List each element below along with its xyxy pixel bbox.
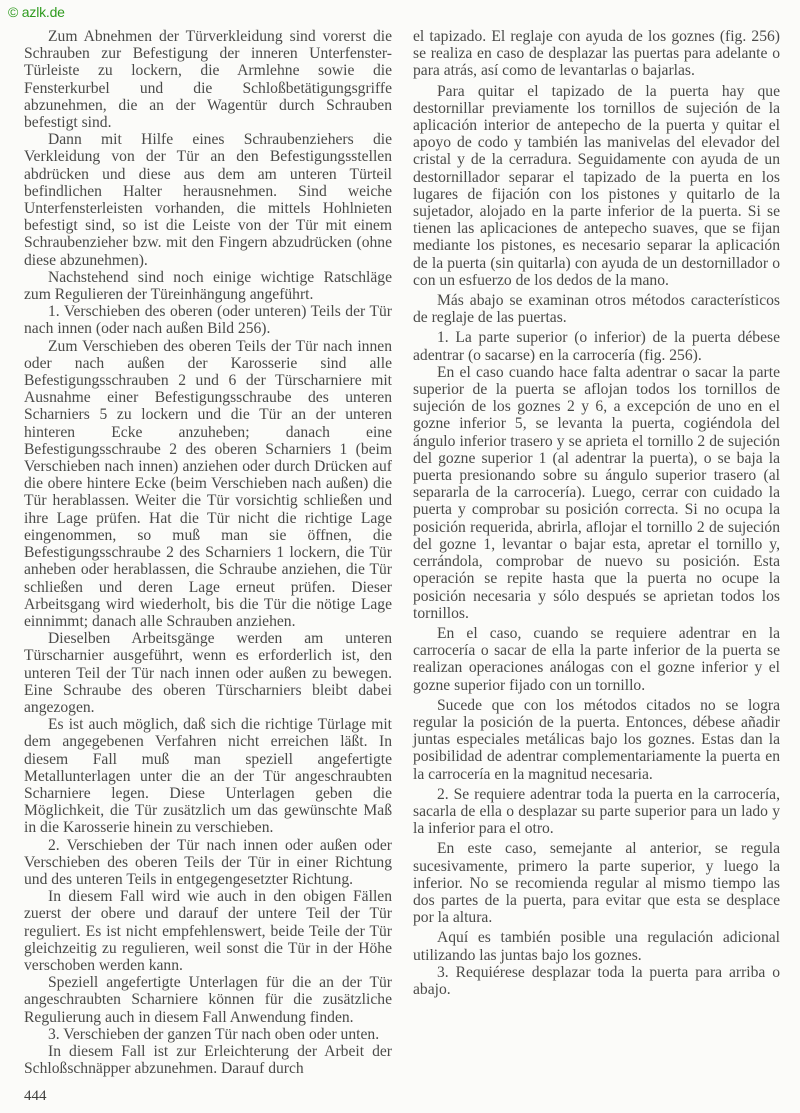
section-heading-2: 2. Verschieben der Tür nach innen oder außen oder Verschieben des oberen Teils der Tür in einer Richtung und des unteren Teils in entgegengesetzter Richtung. — [24, 836, 392, 888]
watermark-logo: © azlk.de — [8, 4, 65, 20]
paragraph: Dieselben Arbeitsgänge werden am unteren Türscharnier ausgeführt, wenn es erforderlich ist, den unteren Teil der Tür nach innen oder außen zu bewegen. Eine Schraube des oberen Türscharniers bleibt dabei angezogen. — [24, 630, 392, 716]
paragraph: Speziell angefertigte Unterlagen für die an der Tür angeschraubten Scharniere können für die zusätzliche Regulierung auch in diesem Fall Anwendung finden. — [24, 974, 392, 1026]
section-heading-1: 1. Verschieben des oberen (oder unteren) Teils der Tür nach innen (oder nach außen Bild 256). — [24, 303, 392, 338]
paragraph: Es ist auch möglich, daß sich die richtige Türlage mit dem angegebenen Verfahren nicht erreichen läßt. In diesem Fall muß man speziell angefertigte Metallunterlagen unter die an der Tür angeschraubten Scharniere legen. Diese Unterlagen geben die Möglichkeit, die Tür zusätzlich um das gewünschte Maß in die Karosserie hinein zu verschieben. — [24, 716, 392, 837]
paragraph: Sucede que con los métodos citados no se logra regular la posición de la puerta. Entonces, débese añadir juntas especiales metálicas bajo los goznes. Estas dan la posibilidad de adentrar complementariamente la puerta en la carrocería en la magnitud necesaria. — [413, 696, 780, 783]
two-column-body — [0, 28, 800, 1077]
paragraph-continued: el tapizado. El reglaje con ayuda de los goznes (fig. 256) se realiza en caso de desplazar las puertas para adelante o para atrás, así como de levantarlas o bajarlas. — [413, 28, 780, 80]
left-column-german-text — [24, 28, 392, 1077]
section-heading-3: 3. Verschieben der ganzen Tür nach oben oder unten. — [48, 1025, 380, 1043]
right-column-spanish-text — [413, 28, 780, 998]
paragraph: In diesem Fall wird wie auch in den obigen Fällen zuerst der obere und darauf der untere Teil der Tür reguliert. Es ist nicht empfehlenswert, beide Teile der Tür gleichzeitig zu regulieren, weil sonst die Tür in der Höhe verschoben werden kann. — [24, 888, 392, 974]
paragraph: Más abajo se examinan otros métodos característicos de reglaje de las puertas. — [413, 292, 780, 327]
section-heading-2: 2. Se requiere adentrar toda la puerta en la carrocería, sacarla de ella o desplazar su parte superior para un lado y la inferior para el otro. — [413, 785, 780, 838]
section-heading-1: 1. La parte superior (o inferior) de la puerta débese adentrar (o sacarse) en la carrocería (fig. 256). — [413, 329, 780, 364]
paragraph: En el caso cuando hace falta adentrar o sacar la parte superior de la puerta se aflojan todos los tornillos de sujeción de los goznes 2 y 6, a excepción de uno en el gozne inferior 5, se levanta la puerta, cogiéndola del ángulo inferior trasero y se aprieta el tornillo 2 de sujeción del gozne superior 1 (al adentrar la puerta), o se baja la puerta presionando sobre su ángulo superior trasero (al separarla de la carrocería). Luego, cerrar con cuidado la puerta y comprobar su posición correcta. Si no ocupa la posición requerida, abrirla, aflojar el tornillo 2 de sujeción del gozne 1, levantar o bajar esta, apretar el tornillo y, cerrándola, comprobar de nuevo su posición. Esta operación se repite hasta que la puerta no ocupe la posición necesaria y sólo después se aprietan todos los tornillos. — [413, 363, 780, 622]
paragraph: Para quitar el tapizado de la puerta hay que destornillar previamente los tornillos de sujeción de la aplicación interior de antepecho de la puerta y quitar el apoyo de codo y también las manivelas del elevador del cristal y de la cerradura. Seguidamente con ayuda de un destornillador separar el tapizado de la puerta en los lugares de fijación con los pistones y quitarlo de la sujetador, alojado en la parte inferior de la puerta. Si se tienen las aplicaciones de antepecho suaves, que se fijan mediante los pistones, es necesario separar la aplicación de la puerta (sin quitarla) con ayuda de un destornillador o con un esfuerzo de los dedos de la mano. — [413, 82, 780, 289]
paragraph: Zum Abnehmen der Türverkleidung sind vorerst die Schrauben zur Befestigung der inneren Unterfenster-Türleiste zu lockern, die Armlehne sowie die Fensterkurbel und die Schloßbetätigungsgriffe abzunehmen, die an der Wagentür durch Schrauben befestigt sind. — [24, 28, 392, 132]
paragraph: Nachstehend sind noch einige wichtige Ratschläge zum Regulieren der Türeinhängung angeführt. — [24, 268, 392, 304]
paragraph: In diesem Fall ist zur Erleichterung der Arbeit der Schloßschnäpper abzunehmen. Darauf durch — [24, 1042, 392, 1078]
paragraph: En este caso, semejante al anterior, se regula sucesivamente, primero la parte superior, y luego la inferior. No se recomienda regular al mismo tiempo las dos partes de la puerta, para evitar que esta se desplace por la altura. — [413, 840, 780, 927]
paragraph: Zum Verschieben des oberen Teils der Tür nach innen oder nach außen der Karosserie sind alle Befestigungsschrauben 2 und 6 der Türscharniere mit Ausnahme einer Befestigungsschraube des unteren Scharniers 5 zu lockern und die Tür an der unteren hinteren Ecke anzuheben; danach eine Befestigungsschraube 2 des oberen Scharniers 1 (beim Verschieben nach innen) anziehen oder durch Drücken auf die obere hintere Ecke (beim Verschieben nach außen) die Tür herablassen. Weiter die Tür vorsichtig schließen und ihre Lage prüfen. Hat die Tür nicht die richtige Lage eingenommen, so muß man sie öffnen, die Befestigungsschraube 2 des Scharniers 1 lockern, die Tür anheben oder herablassen, die Schraube anziehen, die Tür schließen und deren Lage erneut prüfen. Dieser Arbeitsgang wird wiederholt, bis die Tür die nötige Lage einnimmt; danach alle Schrauben anziehen. — [24, 337, 392, 630]
paragraph: Aquí es también posible una regulación adicional utilizando las juntas bajo los goznes. — [413, 929, 780, 964]
paragraph: En el caso, cuando se requiere adentrar en la carrocería o sacar de ella la parte inferior de la puerta se realizan operaciones análogas con el gozne inferior y el gozne superior fijado con un tornillo. — [413, 624, 780, 694]
section-heading-3: 3. Requiérese desplazar toda la puerta para arriba o abajo. — [413, 963, 780, 998]
page-number: 444 — [24, 1088, 47, 1105]
paragraph: Dann mit Hilfe eines Schraubenziehers die Verkleidung von der Tür an den Befestigungsstellen abdrücken und diese aus dem am unteren Türteil befindlichen Halter herausnehmen. Sind weiche Unterfensterleisten vorhanden, die mittels Hohlnieten befestigt sind, so ist die Leiste von der Tür mit einem Schraubenzieher bzw. mit den Fingern abzudrücken (ohne diese abzunehmen). — [24, 131, 392, 269]
page-footer — [0, 1077, 800, 1113]
